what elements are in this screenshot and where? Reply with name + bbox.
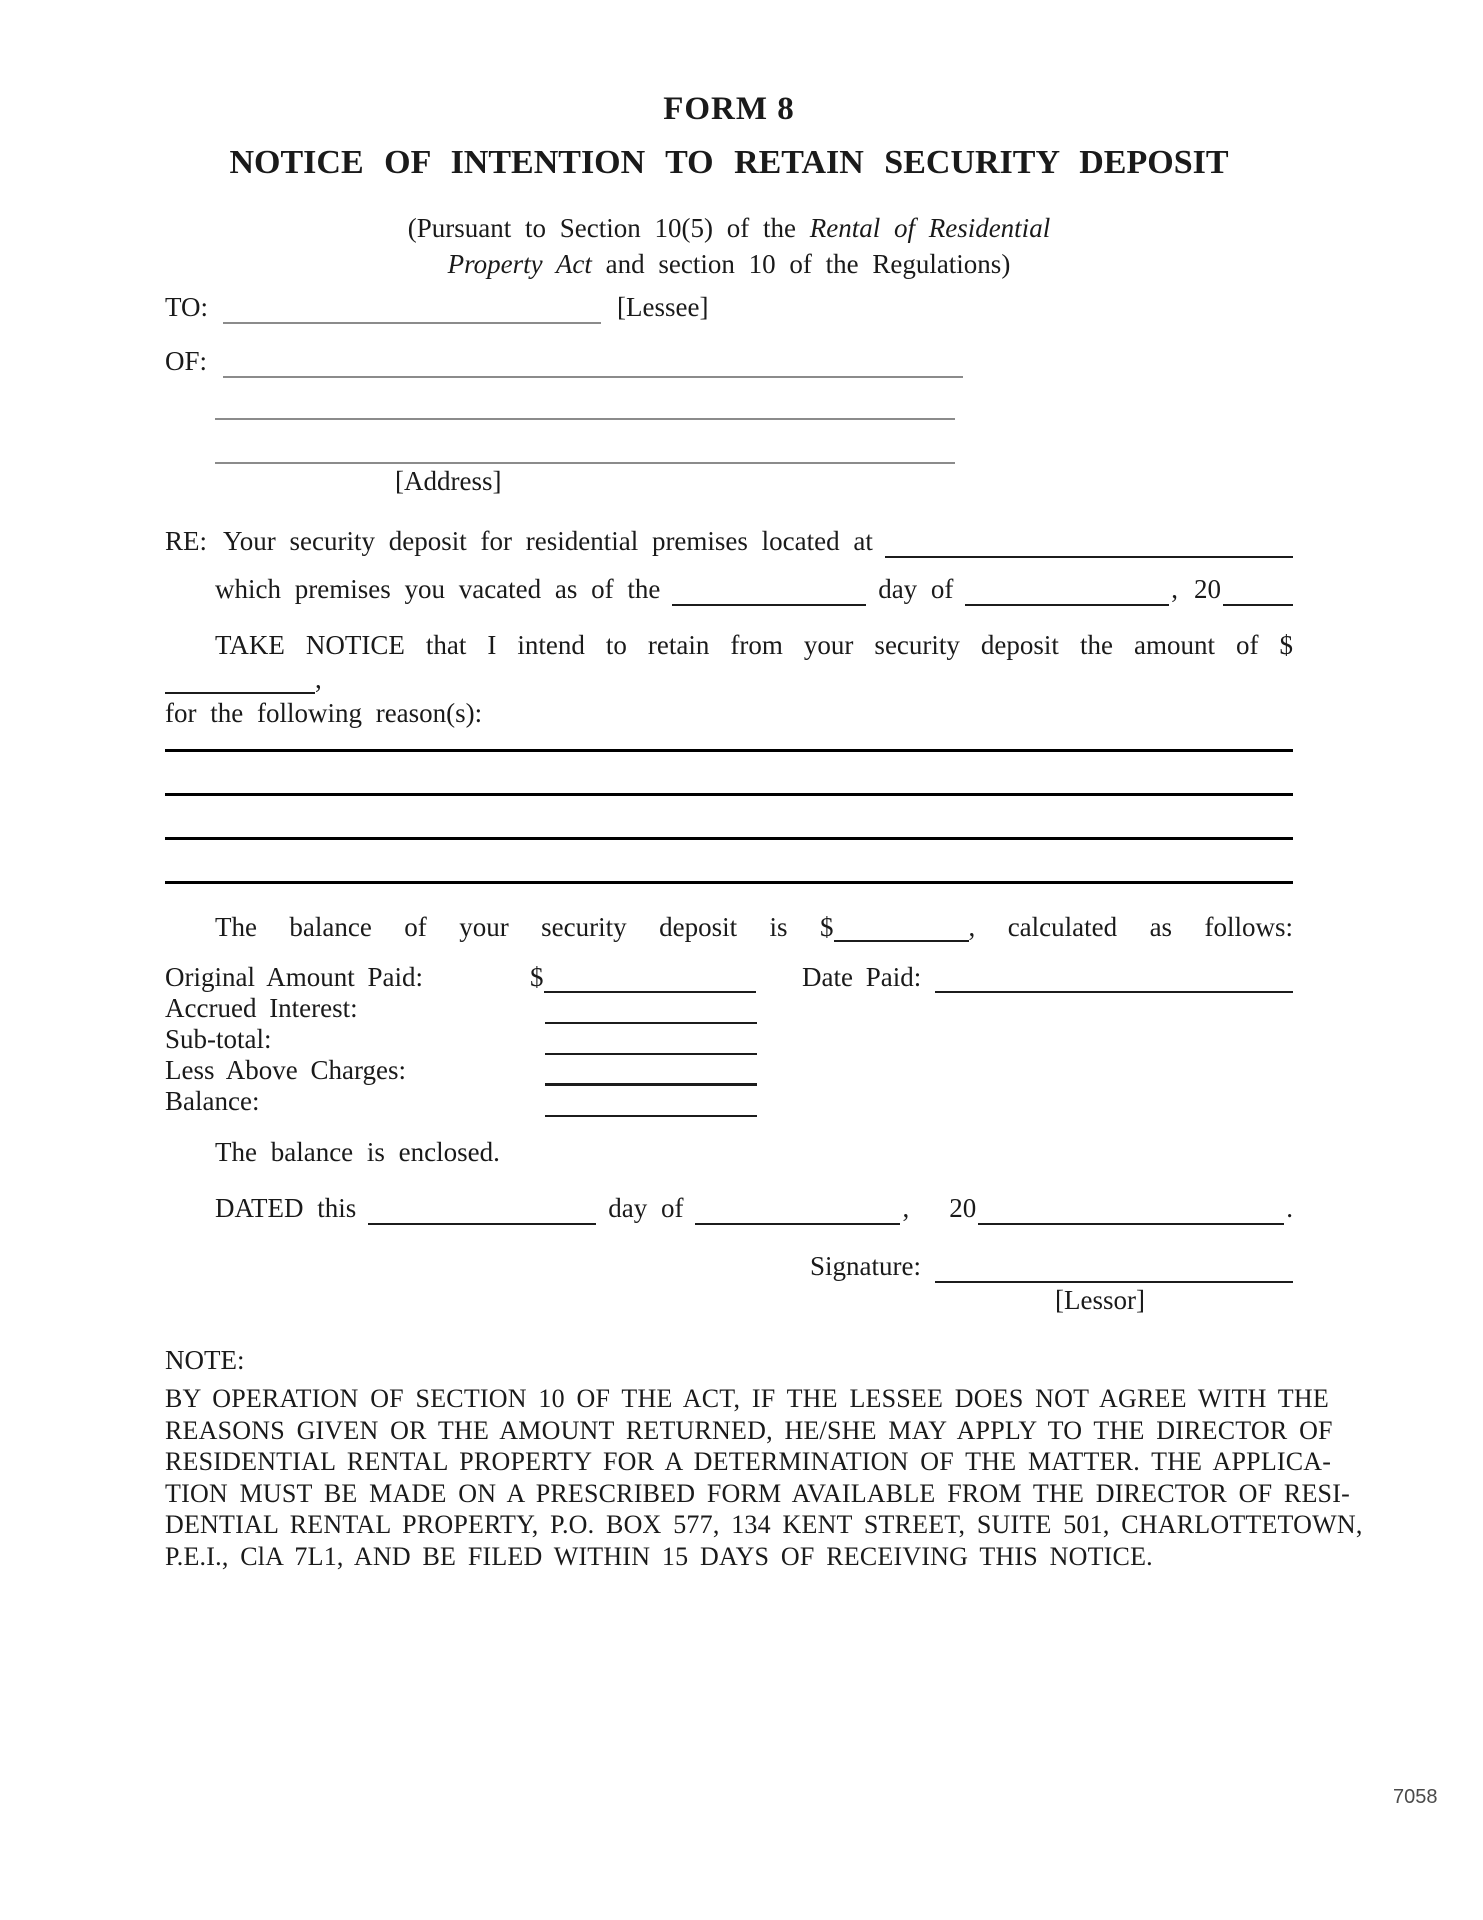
less-charges-label: Less Above Charges:: [165, 1055, 406, 1085]
signature-label: Signature:: [810, 1251, 921, 1281]
form-number: FORM 8: [663, 91, 795, 127]
lessee-address-blank-2[interactable]: [215, 386, 955, 420]
print-code: 7058: [1393, 1786, 1438, 1808]
vacated-day-of-text: day of: [878, 574, 954, 604]
vacated-year-prefix: 20: [1194, 574, 1222, 604]
note-paragraph: [165, 1383, 1363, 1572]
premises-location-blank[interactable]: [885, 548, 1293, 558]
calc-row-original-amount: [165, 962, 1293, 993]
take-notice-text: TAKE NOTICE that I intend to retain from your security deposit the amount of $: [215, 630, 1293, 660]
subtotal-cell: [530, 1045, 760, 1055]
balance-sentence-suffix: , calculated as follows:: [968, 912, 1294, 942]
vacated-row: [215, 572, 1293, 606]
note-line-1: BY OPERATION OF SECTION 10 OF THE ACT, IF THE LESSEE DOES NOT AGREE WITH THE: [165, 1384, 1329, 1413]
address-tag: [Address]: [395, 466, 502, 496]
original-amount-blank[interactable]: [544, 983, 756, 993]
date-paid-cell: [802, 962, 1293, 993]
note-line-6: P.E.I., ClA 7L1, AND BE FILED WITHIN 15 DAYS OF RECEIVING THIS NOTICE.: [165, 1541, 1153, 1571]
dated-month-blank[interactable]: [695, 1215, 900, 1225]
date-paid-label: Date Paid:: [802, 962, 922, 992]
date-paid-blank[interactable]: [935, 983, 1293, 993]
accrued-interest-cell: [530, 1014, 760, 1024]
note-line-4: TION MUST BE MADE ON A PRESCRIBED FORM AVAILABLE FROM THE DIRECTOR OF RESI-: [165, 1478, 1350, 1508]
calculation-table: [165, 962, 1293, 1117]
note-line-5: DENTIAL RENTAL PROPERTY, P.O. BOX 577, 134 KENT STREET, SUITE 501, CHARLOTTETOWN,: [165, 1510, 1363, 1539]
reason-line-3[interactable]: [165, 796, 1293, 840]
subtotal-label: Sub-total:: [165, 1024, 272, 1054]
take-notice-line1: [165, 628, 1293, 696]
balance-sentence-prefix: The balance of your security deposit is $: [215, 912, 834, 942]
calc-row-accrued-interest: [165, 993, 1293, 1024]
balance-enclosed-text: The balance is enclosed.: [215, 1137, 500, 1167]
signature-row: [810, 1249, 1293, 1283]
to-row: [165, 290, 1293, 324]
vacated-month-blank[interactable]: [965, 596, 1169, 606]
calc-row-subtotal: [165, 1024, 1293, 1055]
vacated-comma: ,: [1171, 574, 1179, 604]
vacated-day-blank[interactable]: [672, 596, 866, 606]
accrued-interest-blank[interactable]: [545, 1014, 757, 1024]
subtitle-line1: [165, 210, 1293, 246]
dated-prefix: DATED this: [215, 1193, 357, 1223]
note-heading: NOTE:: [165, 1345, 245, 1375]
subtitle: [165, 210, 1293, 282]
vacated-year-blank[interactable]: [1223, 596, 1293, 606]
lessor-tag: [Lessor]: [1055, 1285, 1145, 1315]
balance-row-label: Balance:: [165, 1086, 260, 1116]
lessee-name-blank[interactable]: [223, 314, 601, 324]
dated-row: [215, 1191, 1293, 1225]
dated-period: .: [1286, 1193, 1293, 1223]
dated-year-prefix: 20: [949, 1193, 977, 1223]
of-row: [165, 344, 1293, 378]
reason-line-4[interactable]: [165, 840, 1293, 884]
subtitle-line2: [165, 246, 1293, 282]
note-line-3: RESIDENTIAL RENTAL PROPERTY FOR A DETERMINATION OF THE MATTER. THE APPLICA-: [165, 1447, 1332, 1476]
balance-row-blank[interactable]: [545, 1107, 757, 1117]
take-notice-line2: for the following reason(s):: [165, 698, 483, 728]
reason-line-2[interactable]: [165, 752, 1293, 796]
signature-blank[interactable]: [935, 1273, 1293, 1283]
form-content: [165, 0, 1363, 1572]
retain-amount-blank[interactable]: [165, 688, 315, 694]
less-charges-cell: [530, 1076, 760, 1086]
less-charges-blank[interactable]: [545, 1076, 757, 1086]
calc-row-less-charges: [165, 1055, 1293, 1086]
balance-row-cell: [530, 1107, 760, 1117]
balance-sentence: [165, 910, 1293, 944]
subtitle-line2-normal: and section 10 of the Regulations): [605, 249, 1011, 279]
dated-comma: ,: [902, 1193, 910, 1223]
lessee-address-blank-3[interactable]: [215, 430, 955, 464]
original-amount-label: Original Amount Paid:: [165, 962, 423, 992]
reason-line-1[interactable]: [165, 730, 1293, 752]
lessee-address-blank-1[interactable]: [223, 368, 963, 378]
vacated-text: which premises you vacated as of the: [215, 574, 661, 604]
note-line-2: REASONS GIVEN OR THE AMOUNT RETURNED, HE/SHE MAY APPLY TO THE DIRECTOR OF: [165, 1415, 1333, 1445]
lessee-tag: [Lessee]: [617, 292, 709, 322]
dated-day-blank[interactable]: [368, 1215, 596, 1225]
dated-day-of-text: day of: [608, 1193, 684, 1223]
re-line1-text: Your security deposit for residential premises located at: [223, 526, 873, 556]
subtotal-blank[interactable]: [545, 1045, 757, 1055]
subtitle-line2-italic: Property Act: [447, 249, 592, 279]
take-notice-comma: ,: [315, 664, 322, 694]
calc-row-balance: [165, 1086, 1293, 1117]
dated-year-blank[interactable]: [978, 1215, 1284, 1225]
of-label: OF:: [165, 346, 208, 376]
to-label: TO:: [165, 292, 209, 322]
subtitle-line1-normal: (Pursuant to Section 10(5) of the: [407, 213, 796, 243]
dollar-sign: $: [530, 962, 544, 992]
page-title: NOTICE OF INTENTION TO RETAIN SECURITY DEPOSIT: [229, 144, 1229, 181]
re-label: RE:: [165, 526, 208, 556]
original-amount-cell: [530, 962, 760, 993]
balance-amount-blank[interactable]: [834, 936, 969, 942]
subtitle-line1-italic: Rental of Residential: [809, 213, 1051, 243]
accrued-interest-label: Accrued Interest:: [165, 993, 358, 1023]
re-row: [165, 524, 1293, 558]
